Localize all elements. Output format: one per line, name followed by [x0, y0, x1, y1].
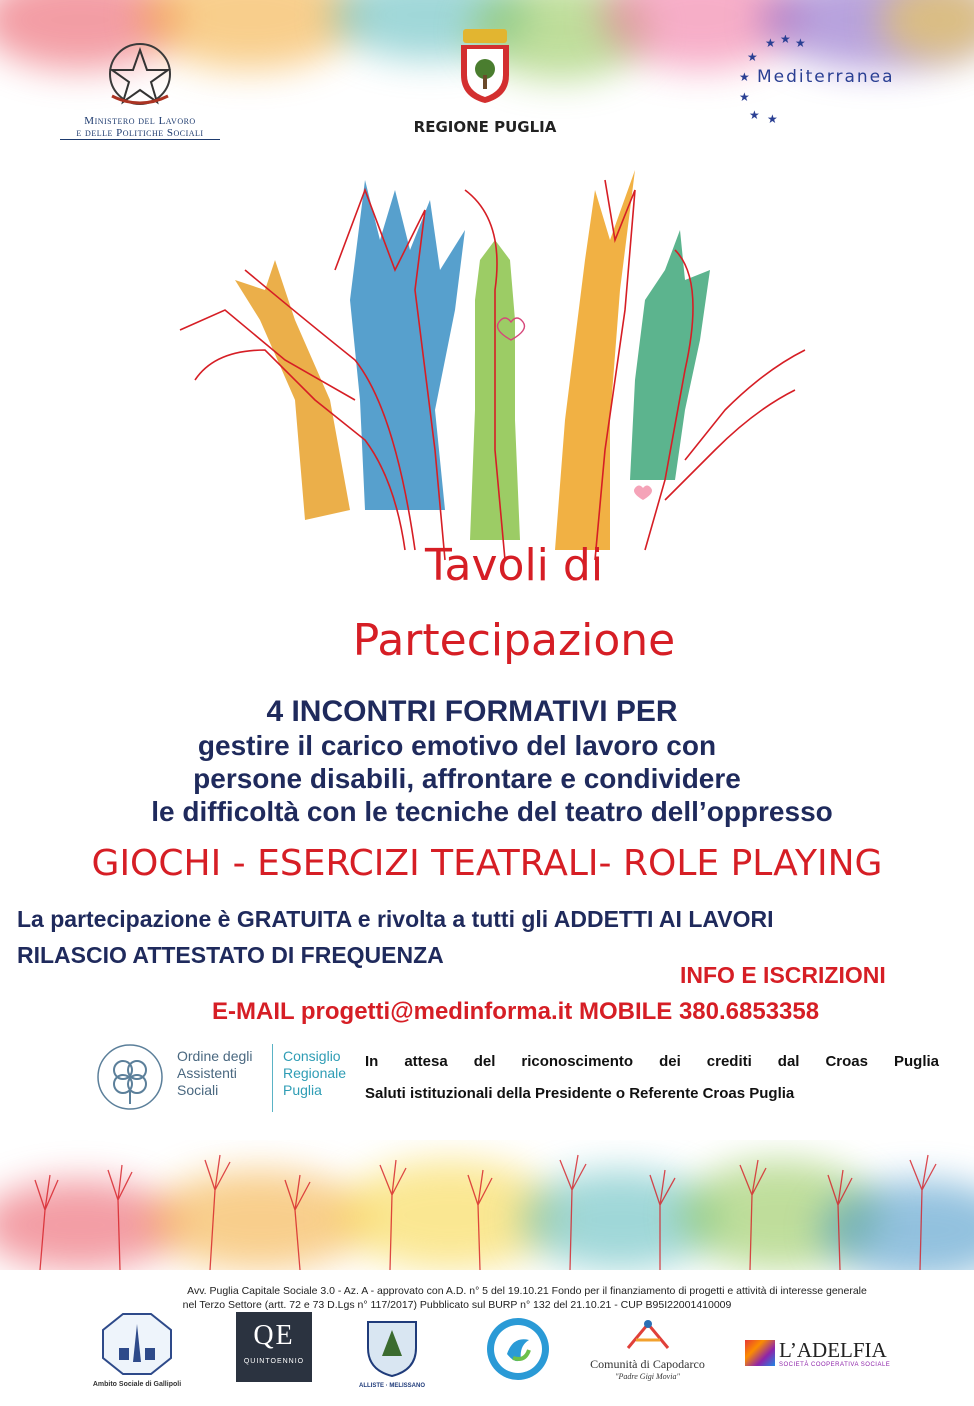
- emblem-icon: [60, 40, 220, 110]
- regione-crest-icon: [455, 25, 515, 105]
- svg-text:★: ★: [749, 108, 760, 122]
- knot-icon: [95, 1042, 165, 1112]
- gallipoli-name: Ambito Sociale di Gallipoli: [92, 1381, 182, 1388]
- participation-line2: RILASCIO ATTESTATO DI FREQUENZA: [17, 942, 444, 968]
- qe-name: QUINTOENNIO: [243, 1358, 305, 1365]
- small-heart-icon: [634, 486, 652, 501]
- footer-line2: nel Terzo Settore (artt. 72 e 73 D.Lgs n° 117/2017) Pubblicato sul BURP n° 132 del 21.10.21 - CUP B95I22001410009: [182, 1299, 732, 1311]
- region-name: REGIONE PUGLIA: [413, 118, 557, 136]
- svg-text:★: ★: [767, 112, 778, 125]
- school-logo: [352, 1316, 432, 1391]
- capodarco-logo: [585, 1318, 710, 1384]
- ordine-line2: Assistenti: [177, 1065, 237, 1081]
- title-line2: Partecipazione: [352, 615, 676, 666]
- ministry-line2: e delle Politiche Sociali: [60, 127, 220, 140]
- activities: GIOCHI - ESERCIZI TEATRALI- ROLE PLAYING: [91, 843, 883, 884]
- school-name: ALLISTE · MELISSANO: [359, 1383, 425, 1389]
- mediterranea-name: Mediterranea: [757, 67, 895, 87]
- credits-note: In attesa del riconoscimento dei crediti dal Croas Puglia: [365, 1053, 939, 1070]
- qe-mark: QE: [253, 1320, 295, 1351]
- subtitle-line4: le difficoltà con le tecniche del teatro dell’oppresso: [151, 796, 833, 827]
- title-line1: Tavoli di: [424, 540, 604, 591]
- participation-line1: La partecipazione è GRATUITA e rivolta a tutti gli ADDETTI AI LAVORI: [17, 906, 774, 932]
- dancing-figure-icon: [618, 1318, 678, 1352]
- capodarco-sub: "Padre Gigi Movia": [615, 1372, 680, 1381]
- blue-arm: [350, 180, 465, 510]
- regione-puglia-logo: [400, 25, 570, 140]
- mediterranea-logo: [735, 35, 935, 125]
- consiglio-line1: Consiglio: [283, 1048, 341, 1064]
- adelfia-mark: [745, 1340, 775, 1366]
- water-circle-logo: [485, 1316, 551, 1382]
- consiglio-line3: Puglia: [283, 1082, 322, 1098]
- svg-text:★: ★: [780, 35, 791, 46]
- ministry-logo: [60, 40, 220, 145]
- subtitle-line2: gestire il carico emotivo del lavoro con: [197, 730, 717, 761]
- adelfia-name: L’ADELFIA: [779, 1338, 887, 1362]
- ordine-line1: Ordine degli: [177, 1048, 253, 1064]
- orange-arm-right: [555, 170, 635, 550]
- ministry-line1: Ministero del Lavoro: [84, 115, 196, 127]
- adelfia-logo: [745, 1338, 895, 1374]
- bottom-watercolor: [0, 1140, 974, 1270]
- svg-text:★: ★: [747, 50, 758, 64]
- footer-line1: Avv. Puglia Capitale Sociale 3.0 - Az. A - approvato con A.D. n° 5 del 19.10.21 Fondo per il finanziamento di progetti e attività di interesse generale: [187, 1285, 867, 1297]
- info-heading: INFO E ISCRIZIONI: [680, 962, 886, 988]
- school-shield-icon: [362, 1316, 422, 1378]
- greetings-note: Saluti istituzionali della Presidente o Referente Croas Puglia: [365, 1085, 795, 1102]
- consiglio-line2: Regionale: [283, 1065, 347, 1081]
- svg-text:★: ★: [795, 36, 806, 50]
- ordine-line3: Sociali: [177, 1082, 219, 1098]
- svg-text:★: ★: [739, 90, 750, 104]
- ordine-logo: [95, 1042, 360, 1116]
- subtitle-line1: 4 INCONTRI FORMATIVI PER: [266, 695, 678, 728]
- small-hands-illustration: [0, 1140, 974, 1270]
- qe-logo: [236, 1312, 312, 1382]
- capodarco-name: Comunità di Capodarco: [590, 1357, 705, 1371]
- info-contact[interactable]: E-MAIL progetti@medinforma.it MOBILE 380.6853358: [212, 998, 820, 1025]
- subtitle-line3: persone disabili, affrontare e condividere: [193, 763, 741, 794]
- octagon-seal-icon: [97, 1312, 177, 1376]
- adelfia-sub: SOCIETÀ COOPERATIVA SOCIALE: [779, 1362, 891, 1368]
- raised-hands-illustration: [165, 150, 815, 570]
- gallipoli-logo: [82, 1312, 192, 1392]
- svg-text:★: ★: [765, 36, 776, 50]
- svg-text:★: ★: [739, 70, 750, 84]
- orange-arm-left: [235, 260, 350, 520]
